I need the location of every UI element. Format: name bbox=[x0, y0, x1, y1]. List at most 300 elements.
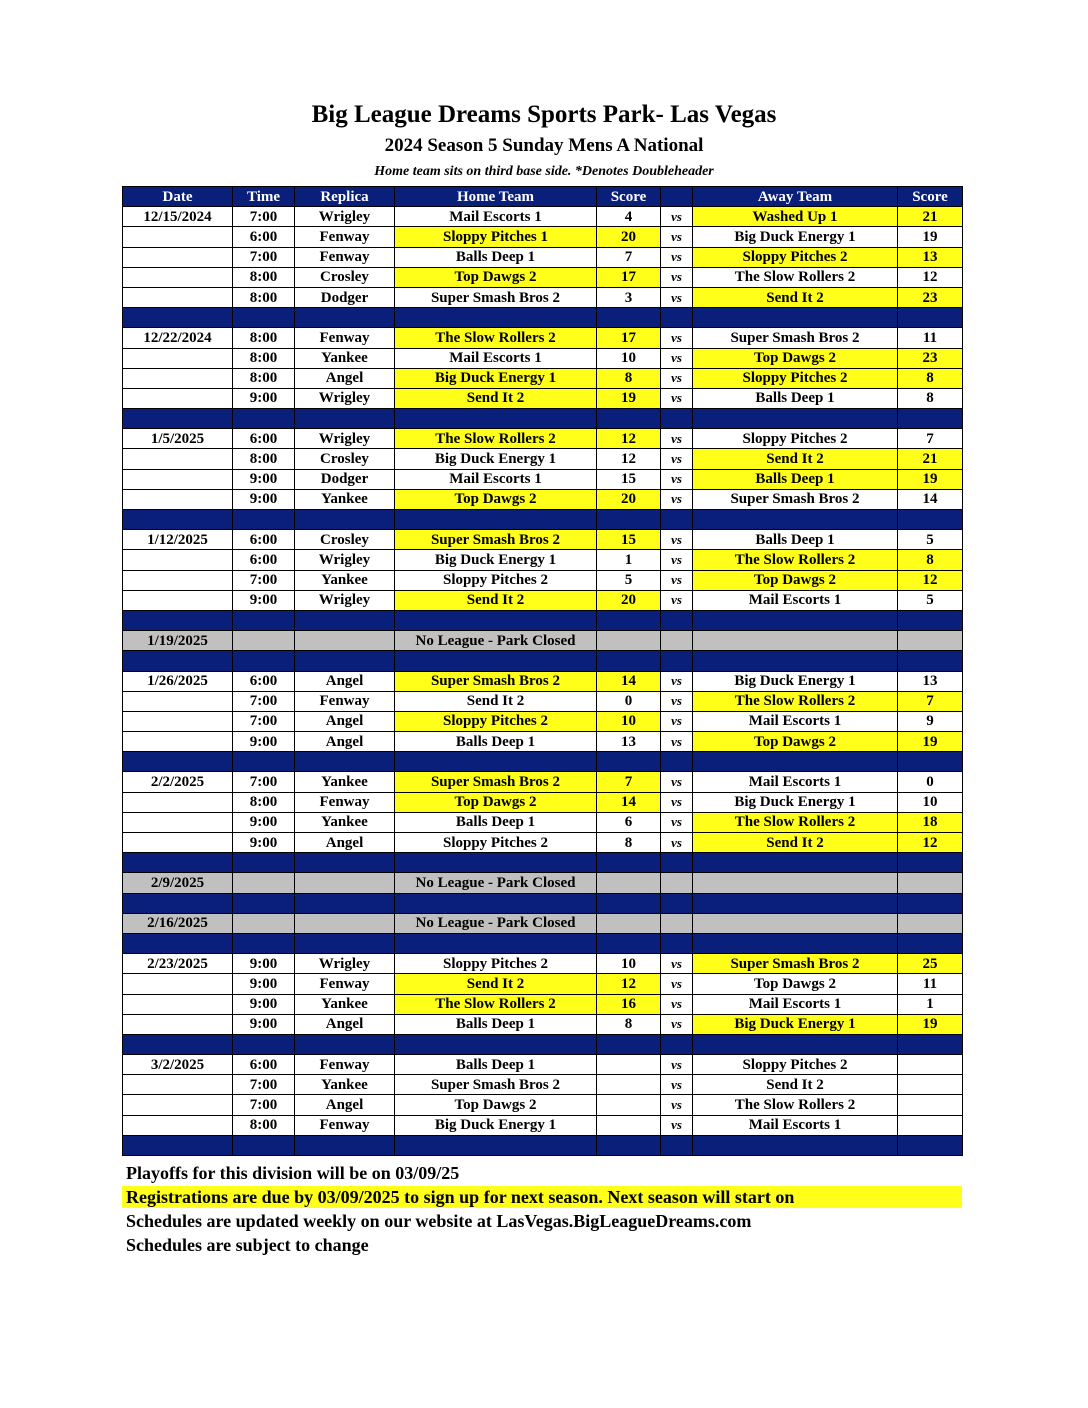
date-cell bbox=[123, 449, 233, 469]
game-row bbox=[123, 267, 963, 287]
field-cell: Yankee bbox=[295, 489, 395, 509]
time-cell: 6:00 bbox=[233, 530, 295, 550]
separator-cell bbox=[123, 1135, 233, 1155]
date-cell bbox=[123, 590, 233, 610]
separator-cell bbox=[233, 893, 295, 913]
separator-cell bbox=[395, 1034, 597, 1054]
week-separator-row bbox=[123, 1135, 963, 1155]
date-cell bbox=[123, 1115, 233, 1135]
game-row bbox=[123, 328, 963, 348]
home-team-cell: Top Dawgs 2 bbox=[395, 267, 597, 287]
separator-cell bbox=[597, 651, 661, 671]
field-cell: Fenway bbox=[295, 247, 395, 267]
field-cell: Fenway bbox=[295, 691, 395, 711]
closed-note: No League - Park Closed bbox=[395, 631, 597, 651]
separator-cell bbox=[898, 752, 963, 772]
separator-cell bbox=[597, 610, 661, 630]
date-cell: 12/22/2024 bbox=[123, 328, 233, 348]
home-score-cell bbox=[597, 631, 661, 651]
home-score-cell: 8 bbox=[597, 368, 661, 388]
game-row bbox=[123, 812, 963, 832]
date-cell: 2/9/2025 bbox=[123, 873, 233, 893]
field-cell: Yankee bbox=[295, 1075, 395, 1095]
page-title: Big League Dreams Sports Park- Las Vegas bbox=[311, 101, 777, 128]
header-away-team: Away Team bbox=[693, 187, 898, 207]
home-team-cell: Sloppy Pitches 2 bbox=[395, 954, 597, 974]
vs-cell: vs bbox=[661, 772, 693, 792]
separator-cell bbox=[661, 651, 693, 671]
separator-cell bbox=[123, 510, 233, 530]
separator-cell bbox=[233, 409, 295, 429]
away-team-cell: Top Dawgs 2 bbox=[693, 732, 898, 752]
vs-cell: vs bbox=[661, 1075, 693, 1095]
date-cell: 12/15/2024 bbox=[123, 207, 233, 227]
home-team-cell: Big Duck Energy 1 bbox=[395, 1115, 597, 1135]
home-score-cell: 20 bbox=[597, 590, 661, 610]
vs-cell: vs bbox=[661, 570, 693, 590]
field-cell: Angel bbox=[295, 368, 395, 388]
away-team-cell: Big Duck Energy 1 bbox=[693, 1014, 898, 1034]
week-separator-row bbox=[123, 610, 963, 630]
away-team-cell: Send It 2 bbox=[693, 449, 898, 469]
date-cell bbox=[123, 974, 233, 994]
home-team-cell: Balls Deep 1 bbox=[395, 1055, 597, 1075]
separator-cell bbox=[898, 893, 963, 913]
separator-cell bbox=[395, 409, 597, 429]
home-score-cell: 12 bbox=[597, 974, 661, 994]
vs-cell: vs bbox=[661, 287, 693, 307]
away-score-cell: 12 bbox=[898, 267, 963, 287]
vs-cell: vs bbox=[661, 1014, 693, 1034]
away-score-cell bbox=[898, 1055, 963, 1075]
separator-cell bbox=[693, 752, 898, 772]
date-cell: 1/5/2025 bbox=[123, 429, 233, 449]
time-cell: 7:00 bbox=[233, 691, 295, 711]
separator-cell bbox=[295, 1135, 395, 1155]
field-cell: Fenway bbox=[295, 328, 395, 348]
header-home-score: Score bbox=[597, 187, 661, 207]
home-team-cell: Big Duck Energy 1 bbox=[395, 550, 597, 570]
home-score-cell: 20 bbox=[597, 227, 661, 247]
separator-cell bbox=[661, 1034, 693, 1054]
separator-cell bbox=[123, 933, 233, 953]
separator-cell bbox=[597, 1135, 661, 1155]
away-team-cell: The Slow Rollers 2 bbox=[693, 691, 898, 711]
home-score-cell: 14 bbox=[597, 792, 661, 812]
field-cell: Crosley bbox=[295, 449, 395, 469]
game-row bbox=[123, 1014, 963, 1034]
time-cell: 7:00 bbox=[233, 570, 295, 590]
vs-cell: vs bbox=[661, 732, 693, 752]
field-cell: Wrigley bbox=[295, 207, 395, 227]
vs-cell: vs bbox=[661, 429, 693, 449]
separator-cell bbox=[597, 308, 661, 328]
vs-cell: vs bbox=[661, 671, 693, 691]
separator-cell bbox=[898, 651, 963, 671]
time-cell bbox=[233, 913, 295, 933]
game-row bbox=[123, 368, 963, 388]
separator-cell bbox=[123, 853, 233, 873]
vs-cell bbox=[661, 631, 693, 651]
separator-cell bbox=[395, 610, 597, 630]
time-cell: 9:00 bbox=[233, 833, 295, 853]
separator-cell bbox=[395, 893, 597, 913]
separator-cell bbox=[233, 510, 295, 530]
away-score-cell: 8 bbox=[898, 550, 963, 570]
vs-cell: vs bbox=[661, 812, 693, 832]
time-cell: 9:00 bbox=[233, 994, 295, 1014]
away-team-cell: Sloppy Pitches 2 bbox=[693, 247, 898, 267]
time-cell: 6:00 bbox=[233, 671, 295, 691]
change-note: Schedules are subject to change bbox=[126, 1235, 369, 1255]
date-cell: 2/23/2025 bbox=[123, 954, 233, 974]
separator-cell bbox=[395, 933, 597, 953]
date-cell bbox=[123, 227, 233, 247]
field-cell: Fenway bbox=[295, 1055, 395, 1075]
home-score-cell: 10 bbox=[597, 348, 661, 368]
date-cell bbox=[123, 711, 233, 731]
vs-cell: vs bbox=[661, 530, 693, 550]
home-score-cell: 4 bbox=[597, 207, 661, 227]
week-separator-row bbox=[123, 752, 963, 772]
home-score-cell: 13 bbox=[597, 732, 661, 752]
home-team-cell: Sloppy Pitches 2 bbox=[395, 711, 597, 731]
separator-cell bbox=[295, 610, 395, 630]
separator-cell bbox=[693, 510, 898, 530]
separator-cell bbox=[597, 893, 661, 913]
game-row bbox=[123, 1055, 963, 1075]
home-team-cell: The Slow Rollers 2 bbox=[395, 429, 597, 449]
vs-cell: vs bbox=[661, 833, 693, 853]
game-row bbox=[123, 550, 963, 570]
home-team-cell: Mail Escorts 1 bbox=[395, 207, 597, 227]
field-cell: Angel bbox=[295, 833, 395, 853]
date-cell bbox=[123, 388, 233, 408]
away-team-cell: Top Dawgs 2 bbox=[693, 570, 898, 590]
home-score-cell bbox=[597, 1055, 661, 1075]
separator-cell bbox=[898, 1135, 963, 1155]
page-note: Home team sits on third base side. *Denotes Doubleheader bbox=[374, 164, 714, 179]
game-row bbox=[123, 590, 963, 610]
time-cell: 8:00 bbox=[233, 328, 295, 348]
time-cell: 6:00 bbox=[233, 227, 295, 247]
separator-cell bbox=[123, 651, 233, 671]
date-cell bbox=[123, 732, 233, 752]
home-score-cell: 19 bbox=[597, 388, 661, 408]
separator-cell bbox=[661, 893, 693, 913]
date-cell bbox=[123, 691, 233, 711]
separator-cell bbox=[233, 752, 295, 772]
separator-cell bbox=[597, 409, 661, 429]
time-cell: 9:00 bbox=[233, 489, 295, 509]
separator-cell bbox=[597, 933, 661, 953]
header-time: Time bbox=[233, 187, 295, 207]
time-cell bbox=[233, 873, 295, 893]
game-row bbox=[123, 974, 963, 994]
away-team-cell: Balls Deep 1 bbox=[693, 530, 898, 550]
home-score-cell: 6 bbox=[597, 812, 661, 832]
separator-cell bbox=[295, 752, 395, 772]
vs-cell: vs bbox=[661, 227, 693, 247]
away-score-cell bbox=[898, 1115, 963, 1135]
home-score-cell: 0 bbox=[597, 691, 661, 711]
away-team-cell: The Slow Rollers 2 bbox=[693, 267, 898, 287]
separator-cell bbox=[233, 853, 295, 873]
game-row bbox=[123, 1115, 963, 1135]
home-team-cell: Balls Deep 1 bbox=[395, 247, 597, 267]
home-team-cell: Big Duck Energy 1 bbox=[395, 368, 597, 388]
home-team-cell: Super Smash Bros 2 bbox=[395, 671, 597, 691]
time-cell: 7:00 bbox=[233, 711, 295, 731]
separator-cell bbox=[123, 409, 233, 429]
time-cell: 8:00 bbox=[233, 348, 295, 368]
separator-cell bbox=[123, 308, 233, 328]
away-score-cell: 19 bbox=[898, 469, 963, 489]
home-score-cell: 16 bbox=[597, 994, 661, 1014]
time-cell: 8:00 bbox=[233, 368, 295, 388]
field-cell: Wrigley bbox=[295, 550, 395, 570]
date-cell bbox=[123, 368, 233, 388]
home-score-cell: 7 bbox=[597, 772, 661, 792]
home-score-cell bbox=[597, 1095, 661, 1115]
away-score-cell: 12 bbox=[898, 833, 963, 853]
date-cell: 3/2/2025 bbox=[123, 1055, 233, 1075]
date-cell bbox=[123, 489, 233, 509]
away-score-cell: 25 bbox=[898, 954, 963, 974]
vs-cell: vs bbox=[661, 267, 693, 287]
away-team-cell: Balls Deep 1 bbox=[693, 388, 898, 408]
away-score-cell: 1 bbox=[898, 994, 963, 1014]
away-team-cell bbox=[693, 873, 898, 893]
field-cell bbox=[295, 631, 395, 651]
field-cell: Yankee bbox=[295, 772, 395, 792]
away-team-cell: Big Duck Energy 1 bbox=[693, 792, 898, 812]
away-score-cell: 23 bbox=[898, 287, 963, 307]
away-team-cell: Top Dawgs 2 bbox=[693, 348, 898, 368]
vs-cell: vs bbox=[661, 711, 693, 731]
separator-cell bbox=[233, 1135, 295, 1155]
separator-cell bbox=[898, 853, 963, 873]
header-away-score: Score bbox=[898, 187, 963, 207]
game-row bbox=[123, 449, 963, 469]
date-cell: 1/26/2025 bbox=[123, 671, 233, 691]
separator-cell bbox=[693, 610, 898, 630]
game-row bbox=[123, 489, 963, 509]
separator-cell bbox=[898, 1034, 963, 1054]
away-score-cell: 23 bbox=[898, 348, 963, 368]
home-team-cell: The Slow Rollers 2 bbox=[395, 328, 597, 348]
away-team-cell: Send It 2 bbox=[693, 833, 898, 853]
away-team-cell: Sloppy Pitches 2 bbox=[693, 1055, 898, 1075]
closed-row bbox=[123, 631, 963, 651]
home-score-cell: 14 bbox=[597, 671, 661, 691]
away-team-cell: Mail Escorts 1 bbox=[693, 772, 898, 792]
field-cell: Angel bbox=[295, 1014, 395, 1034]
separator-cell bbox=[295, 853, 395, 873]
separator-cell bbox=[295, 933, 395, 953]
away-score-cell bbox=[898, 873, 963, 893]
separator-cell bbox=[661, 933, 693, 953]
home-score-cell: 1 bbox=[597, 550, 661, 570]
time-cell: 9:00 bbox=[233, 388, 295, 408]
away-team-cell: Balls Deep 1 bbox=[693, 469, 898, 489]
separator-cell bbox=[233, 933, 295, 953]
week-separator-row bbox=[123, 510, 963, 530]
separator-cell bbox=[898, 510, 963, 530]
time-cell: 8:00 bbox=[233, 287, 295, 307]
field-cell: Fenway bbox=[295, 227, 395, 247]
vs-cell: vs bbox=[661, 1055, 693, 1075]
away-team-cell: Mail Escorts 1 bbox=[693, 994, 898, 1014]
vs-cell: vs bbox=[661, 469, 693, 489]
home-score-cell bbox=[597, 873, 661, 893]
home-team-cell: Send It 2 bbox=[395, 388, 597, 408]
time-cell: 7:00 bbox=[233, 207, 295, 227]
week-separator-row bbox=[123, 853, 963, 873]
home-team-cell: Sloppy Pitches 1 bbox=[395, 227, 597, 247]
vs-cell: vs bbox=[661, 449, 693, 469]
header-vs bbox=[661, 187, 693, 207]
vs-cell: vs bbox=[661, 388, 693, 408]
separator-cell bbox=[693, 308, 898, 328]
game-row bbox=[123, 227, 963, 247]
vs-cell: vs bbox=[661, 247, 693, 267]
separator-cell bbox=[597, 853, 661, 873]
field-cell: Wrigley bbox=[295, 954, 395, 974]
home-score-cell: 10 bbox=[597, 711, 661, 731]
home-score-cell: 17 bbox=[597, 267, 661, 287]
home-team-cell: Super Smash Bros 2 bbox=[395, 287, 597, 307]
time-cell: 9:00 bbox=[233, 732, 295, 752]
away-score-cell: 19 bbox=[898, 1014, 963, 1034]
home-team-cell: Super Smash Bros 2 bbox=[395, 530, 597, 550]
game-row bbox=[123, 1095, 963, 1115]
home-team-cell: The Slow Rollers 2 bbox=[395, 994, 597, 1014]
home-score-cell: 8 bbox=[597, 1014, 661, 1034]
date-cell: 2/16/2025 bbox=[123, 913, 233, 933]
home-team-cell: Top Dawgs 2 bbox=[395, 489, 597, 509]
time-cell: 7:00 bbox=[233, 1095, 295, 1115]
date-cell bbox=[123, 1075, 233, 1095]
field-cell: Angel bbox=[295, 711, 395, 731]
away-team-cell: Super Smash Bros 2 bbox=[693, 489, 898, 509]
date-cell bbox=[123, 812, 233, 832]
table-header-row bbox=[123, 187, 963, 207]
vs-cell: vs bbox=[661, 489, 693, 509]
away-team-cell: Send It 2 bbox=[693, 287, 898, 307]
away-team-cell: The Slow Rollers 2 bbox=[693, 812, 898, 832]
vs-cell bbox=[661, 873, 693, 893]
home-score-cell bbox=[597, 1075, 661, 1095]
separator-cell bbox=[123, 610, 233, 630]
date-cell bbox=[123, 792, 233, 812]
header-replica: Replica bbox=[295, 187, 395, 207]
field-cell bbox=[295, 873, 395, 893]
closed-note: No League - Park Closed bbox=[395, 913, 597, 933]
separator-cell bbox=[597, 1034, 661, 1054]
game-row bbox=[123, 429, 963, 449]
closed-row bbox=[123, 913, 963, 933]
week-separator-row bbox=[123, 893, 963, 913]
home-team-cell: Balls Deep 1 bbox=[395, 1014, 597, 1034]
home-team-cell: Super Smash Bros 2 bbox=[395, 772, 597, 792]
schedule-table bbox=[122, 186, 963, 1156]
week-separator-row bbox=[123, 651, 963, 671]
vs-cell bbox=[661, 913, 693, 933]
separator-cell bbox=[295, 510, 395, 530]
home-score-cell: 8 bbox=[597, 833, 661, 853]
page-subtitle: 2024 Season 5 Sunday Mens A National bbox=[384, 135, 704, 156]
game-row bbox=[123, 792, 963, 812]
separator-cell bbox=[693, 893, 898, 913]
field-cell: Angel bbox=[295, 732, 395, 752]
away-score-cell: 10 bbox=[898, 792, 963, 812]
field-cell: Wrigley bbox=[295, 590, 395, 610]
separator-cell bbox=[233, 1034, 295, 1054]
closed-row bbox=[123, 873, 963, 893]
away-team-cell: Washed Up 1 bbox=[693, 207, 898, 227]
website-note: Schedules are updated weekly on our website at LasVegas.BigLeagueDreams.com bbox=[126, 1211, 752, 1231]
time-cell: 8:00 bbox=[233, 1115, 295, 1135]
away-score-cell: 13 bbox=[898, 247, 963, 267]
separator-cell bbox=[395, 1135, 597, 1155]
field-cell: Yankee bbox=[295, 348, 395, 368]
separator-cell bbox=[295, 1034, 395, 1054]
away-team-cell: Sloppy Pitches 2 bbox=[693, 429, 898, 449]
date-cell bbox=[123, 469, 233, 489]
home-team-cell: Mail Escorts 1 bbox=[395, 469, 597, 489]
away-score-cell bbox=[898, 913, 963, 933]
field-cell: Angel bbox=[295, 671, 395, 691]
home-score-cell: 3 bbox=[597, 287, 661, 307]
away-team-cell: Mail Escorts 1 bbox=[693, 590, 898, 610]
vs-cell: vs bbox=[661, 590, 693, 610]
date-cell bbox=[123, 287, 233, 307]
separator-cell bbox=[693, 853, 898, 873]
vs-cell: vs bbox=[661, 348, 693, 368]
home-team-cell: Sloppy Pitches 2 bbox=[395, 570, 597, 590]
time-cell: 9:00 bbox=[233, 1014, 295, 1034]
time-cell: 8:00 bbox=[233, 267, 295, 287]
home-score-cell bbox=[597, 913, 661, 933]
week-separator-row bbox=[123, 308, 963, 328]
away-team-cell: The Slow Rollers 2 bbox=[693, 550, 898, 570]
away-score-cell: 0 bbox=[898, 772, 963, 792]
time-cell: 7:00 bbox=[233, 772, 295, 792]
separator-cell bbox=[661, 853, 693, 873]
week-separator-row bbox=[123, 933, 963, 953]
date-cell bbox=[123, 570, 233, 590]
home-team-cell: Send It 2 bbox=[395, 974, 597, 994]
separator-cell bbox=[661, 308, 693, 328]
vs-cell: vs bbox=[661, 1115, 693, 1135]
date-cell bbox=[123, 348, 233, 368]
home-team-cell: Big Duck Energy 1 bbox=[395, 449, 597, 469]
separator-cell bbox=[661, 752, 693, 772]
separator-cell bbox=[661, 510, 693, 530]
field-cell: Yankee bbox=[295, 812, 395, 832]
separator-cell bbox=[661, 409, 693, 429]
away-score-cell: 9 bbox=[898, 711, 963, 731]
date-cell bbox=[123, 833, 233, 853]
week-separator-row bbox=[123, 1034, 963, 1054]
game-row bbox=[123, 994, 963, 1014]
away-score-cell: 7 bbox=[898, 691, 963, 711]
separator-cell bbox=[898, 933, 963, 953]
separator-cell bbox=[295, 409, 395, 429]
field-cell: Angel bbox=[295, 1095, 395, 1115]
separator-cell bbox=[295, 308, 395, 328]
